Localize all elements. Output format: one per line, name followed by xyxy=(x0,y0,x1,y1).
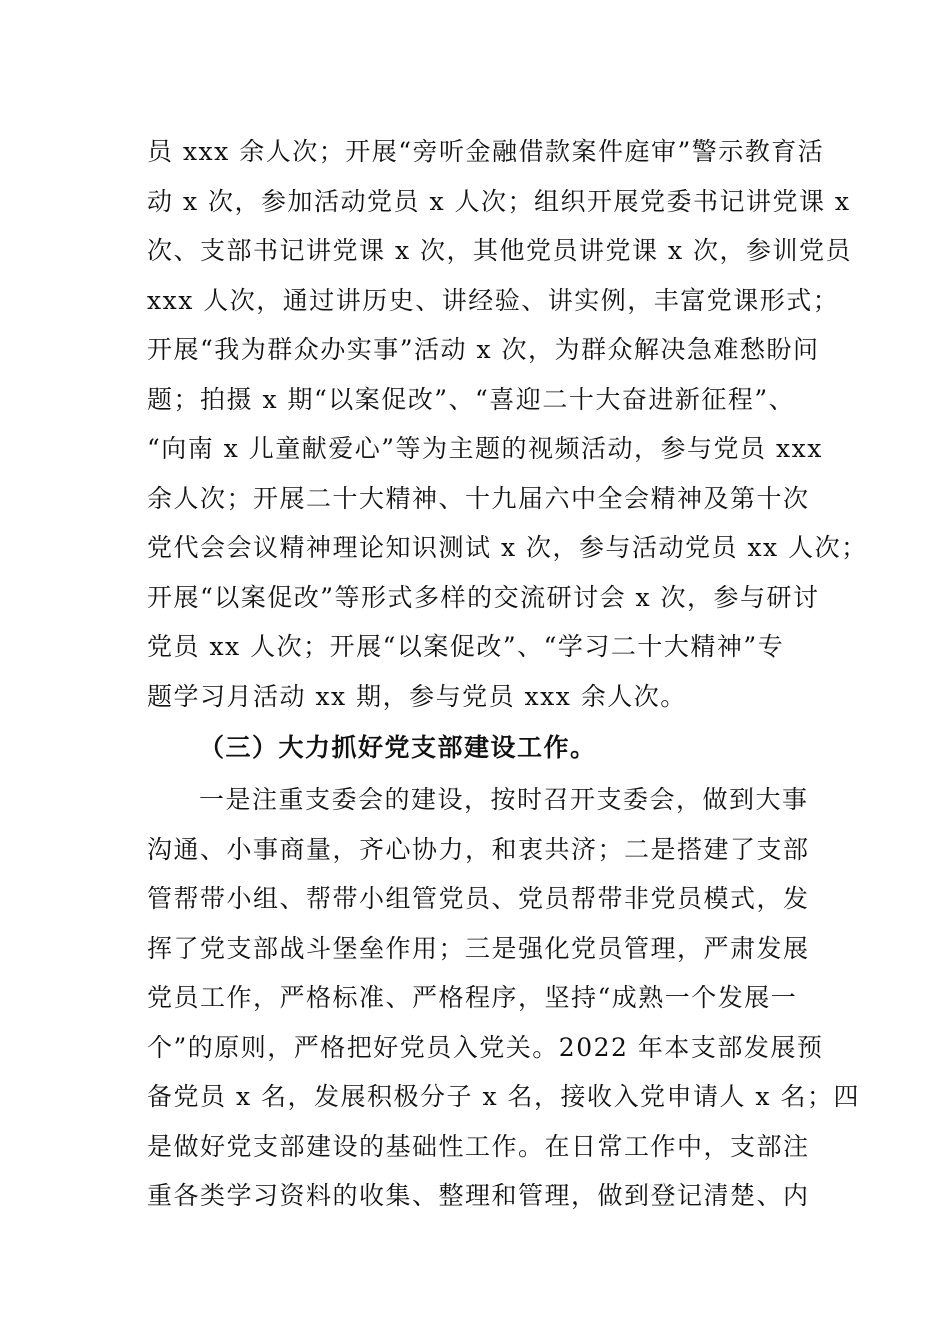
text-line: 党员工作，严格标准、严格程序，坚持“成熟一个发展一 xyxy=(147,983,798,1012)
text-line: 挥了党支部战斗堡垒作用；三是强化党员管理，严肃发展 xyxy=(147,933,810,963)
text-line: “向南 x 儿童献爱心”等为主题的视频活动，参与党员 xxx xyxy=(147,434,823,463)
text-line: 是做好党支部建设的基础性工作。在日常工作中，支部注 xyxy=(147,1131,810,1161)
text-line: 备党员 x 名，发展积极分子 x 名，接收入党申请人 x 名；四 xyxy=(147,1082,860,1111)
text-line: 题学习月活动 xx 期，参与党员 xxx 余人次。 xyxy=(147,681,687,711)
text-line: 一是注重支委会的建设，按时召开支委会，做到大事 xyxy=(199,785,809,814)
text-line: 个”的原则，严格把好党员入党关。2022 年本支部发展预 xyxy=(147,1032,824,1062)
text-line: xxx 人次，通过讲历史、讲经验、讲实例，丰富党课形式； xyxy=(147,285,840,315)
text-line: 沟通、小事商量，齐心协力，和衷共济；二是搭建了支部 xyxy=(147,834,810,864)
paragraph-branch-building xyxy=(147,775,860,1221)
text-line: 党员 xx 人次；开展“以案促改”、“学习二十大精神”专 xyxy=(147,632,785,661)
text-line: 开展“以案促改”等形式多样的交流研讨会 x 次，参与研讨 xyxy=(147,582,820,612)
paragraph-activities xyxy=(147,127,868,721)
text-line: 次、支部书记讲党课 x 次，其他党员讲党课 x 次，参训党员 xyxy=(147,236,852,265)
text-line: 题；拍摄 x 期“以案促改”、“喜迎二十大奋进新征程”、 xyxy=(147,384,796,414)
text-line: 管帮带小组、帮带小组管党员、党员帮带非党员模式，发 xyxy=(147,884,810,913)
text-line: 党代会会议精神理论知识测试 x 次，参与活动党员 xx 人次； xyxy=(147,533,868,562)
text-line: 重各类学习资料的收集、整理和管理，做到登记清楚、内 xyxy=(147,1181,810,1210)
text-line: 动 x 次，参加活动党员 x 人次；组织开展党委书记讲党课 x xyxy=(147,186,851,216)
text-line: 开展“我为群众办实事”活动 x 次，为群众解决急难愁盼问 xyxy=(147,335,820,364)
section-heading: （三）大力抓好党支部建设工作。 xyxy=(199,733,597,762)
text-line: 余人次；开展二十大精神、十九届六中全会精神及第十次 xyxy=(147,483,810,513)
text-line: 员 xxx 余人次；开展“旁听金融借款案件庭审”警示教育活 xyxy=(147,137,825,166)
section-heading-container xyxy=(147,723,827,773)
